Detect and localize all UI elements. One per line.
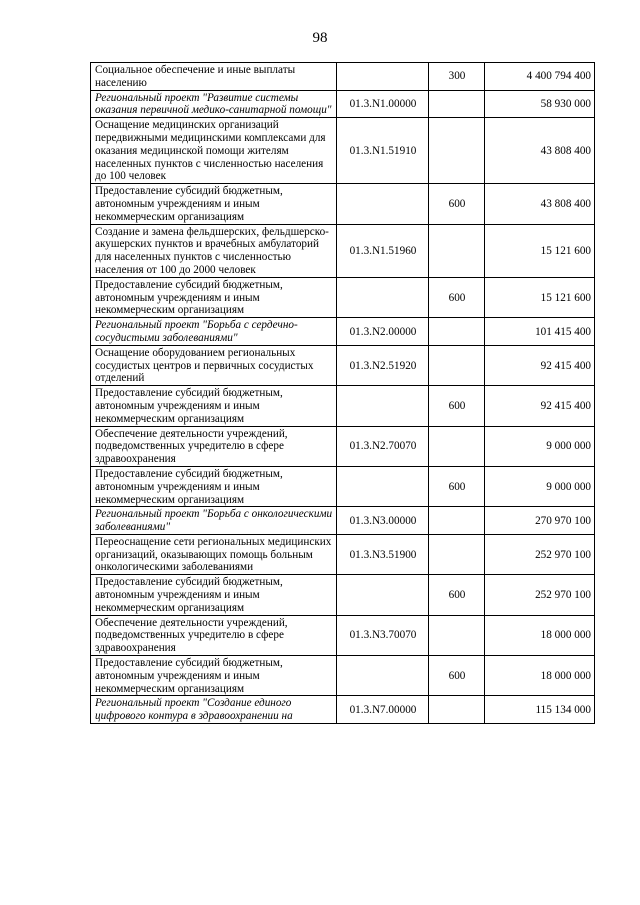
row-expense-type-cell (429, 90, 485, 118)
row-amount-cell: 270 970 100 (485, 507, 595, 535)
row-expense-type-cell (429, 426, 485, 466)
row-code-cell: 01.3.N1.00000 (337, 90, 429, 118)
row-code-cell (337, 656, 429, 696)
row-amount-cell: 18 000 000 (485, 615, 595, 655)
table-row (91, 318, 595, 346)
row-amount-cell: 15 121 600 (485, 277, 595, 317)
row-amount-cell: 15 121 600 (485, 224, 595, 277)
row-code-cell: 01.3.N1.51960 (337, 224, 429, 277)
row-name-cell: Переоснащение сети региональных медицинских организаций, оказывающих помощь больным онкологическими заболеваниями (91, 534, 337, 574)
row-name-cell: Предоставление субсидий бюджетным, автономным учреждениям и иным некоммерческим организациям (91, 575, 337, 615)
table-row (91, 615, 595, 655)
row-code-cell: 01.3.N2.00000 (337, 318, 429, 346)
table-row (91, 345, 595, 385)
row-name-cell: Региональный проект "Борьба с онкологическими заболеваниями" (91, 507, 337, 535)
row-expense-type-cell: 600 (429, 184, 485, 224)
row-name-cell: Оснащение оборудованием региональных сосудистых центров и первичных сосудистых отделений (91, 345, 337, 385)
row-expense-type-cell (429, 696, 485, 724)
row-code-cell: 01.3.N3.00000 (337, 507, 429, 535)
row-expense-type-cell (429, 615, 485, 655)
row-expense-type-cell: 300 (429, 63, 485, 91)
row-expense-type-cell (429, 345, 485, 385)
row-name-cell: Обеспечение деятельности учреждений, подведомственных учредителю в сфере здравоохранения (91, 615, 337, 655)
row-expense-type-cell: 600 (429, 466, 485, 506)
table-row (91, 575, 595, 615)
row-code-cell (337, 63, 429, 91)
row-name-cell: Предоставление субсидий бюджетным, автономным учреждениям и иным некоммерческим организациям (91, 184, 337, 224)
row-name-cell: Социальное обеспечение и иные выплаты населению (91, 63, 337, 91)
row-code-cell (337, 277, 429, 317)
row-name-cell: Предоставление субсидий бюджетным, автономным учреждениям и иным некоммерческим организациям (91, 386, 337, 426)
row-amount-cell: 101 415 400 (485, 318, 595, 346)
row-code-cell: 01.3.N7.00000 (337, 696, 429, 724)
row-name-cell: Создание и замена фельдшерских, фельдшерско-акушерских пунктов и врачебных амбулаторий для населенных пунктов с численностью населения от 100 до 2000 человек (91, 224, 337, 277)
row-name-cell: Предоставление субсидий бюджетным, автономным учреждениям и иным некоммерческим организациям (91, 656, 337, 696)
row-expense-type-cell (429, 507, 485, 535)
table-row (91, 426, 595, 466)
row-amount-cell: 18 000 000 (485, 656, 595, 696)
row-expense-type-cell (429, 118, 485, 184)
row-name-cell: Региональный проект "Борьба с сердечно-сосудистыми заболеваниями" (91, 318, 337, 346)
row-code-cell (337, 575, 429, 615)
row-expense-type-cell: 600 (429, 386, 485, 426)
table-row (91, 386, 595, 426)
row-name-cell: Региональный проект "Развитие системы оказания первичной медико-санитарной помощи" (91, 90, 337, 118)
table-row (91, 224, 595, 277)
table-row (91, 466, 595, 506)
row-name-cell: Предоставление субсидий бюджетным, автономным учреждениям и иным некоммерческим организациям (91, 277, 337, 317)
row-expense-type-cell (429, 224, 485, 277)
row-code-cell (337, 466, 429, 506)
row-code-cell: 01.3.N3.70070 (337, 615, 429, 655)
row-name-cell: Предоставление субсидий бюджетным, автономным учреждениям и иным некоммерческим организациям (91, 466, 337, 506)
row-amount-cell: 9 000 000 (485, 426, 595, 466)
row-amount-cell: 252 970 100 (485, 575, 595, 615)
row-code-cell: 01.3.N2.51920 (337, 345, 429, 385)
row-amount-cell: 9 000 000 (485, 466, 595, 506)
table-row (91, 534, 595, 574)
row-expense-type-cell (429, 534, 485, 574)
table-row (91, 696, 595, 724)
row-amount-cell: 92 415 400 (485, 345, 595, 385)
row-amount-cell: 4 400 794 400 (485, 63, 595, 91)
row-expense-type-cell: 600 (429, 575, 485, 615)
row-amount-cell: 252 970 100 (485, 534, 595, 574)
table-row (91, 90, 595, 118)
row-amount-cell: 43 808 400 (485, 184, 595, 224)
row-amount-cell: 43 808 400 (485, 118, 595, 184)
row-code-cell (337, 386, 429, 426)
table-row (91, 656, 595, 696)
row-expense-type-cell: 600 (429, 656, 485, 696)
page-number: 98 (312, 30, 328, 46)
row-name-cell: Региональный проект "Создание единого цифрового контура в здравоохранении на (91, 696, 337, 724)
table-row (91, 277, 595, 317)
row-amount-cell: 115 134 000 (485, 696, 595, 724)
budget-table-body (91, 63, 595, 724)
row-amount-cell: 58 930 000 (485, 90, 595, 118)
row-code-cell: 01.3.N3.51900 (337, 534, 429, 574)
row-expense-type-cell: 600 (429, 277, 485, 317)
row-code-cell: 01.3.N2.70070 (337, 426, 429, 466)
table-row (91, 63, 595, 91)
table-row (91, 507, 595, 535)
table-row (91, 118, 595, 184)
row-expense-type-cell (429, 318, 485, 346)
budget-table (90, 62, 595, 724)
row-name-cell: Оснащение медицинских организаций передвижными медицинскими комплексами для оказания медицинской помощи жителям населенных пунктов с численностью населения до 100 человек (91, 118, 337, 184)
row-code-cell: 01.3.N1.51910 (337, 118, 429, 184)
row-amount-cell: 92 415 400 (485, 386, 595, 426)
table-row (91, 184, 595, 224)
row-code-cell (337, 184, 429, 224)
row-name-cell: Обеспечение деятельности учреждений, подведомственных учредителю в сфере здравоохранения (91, 426, 337, 466)
